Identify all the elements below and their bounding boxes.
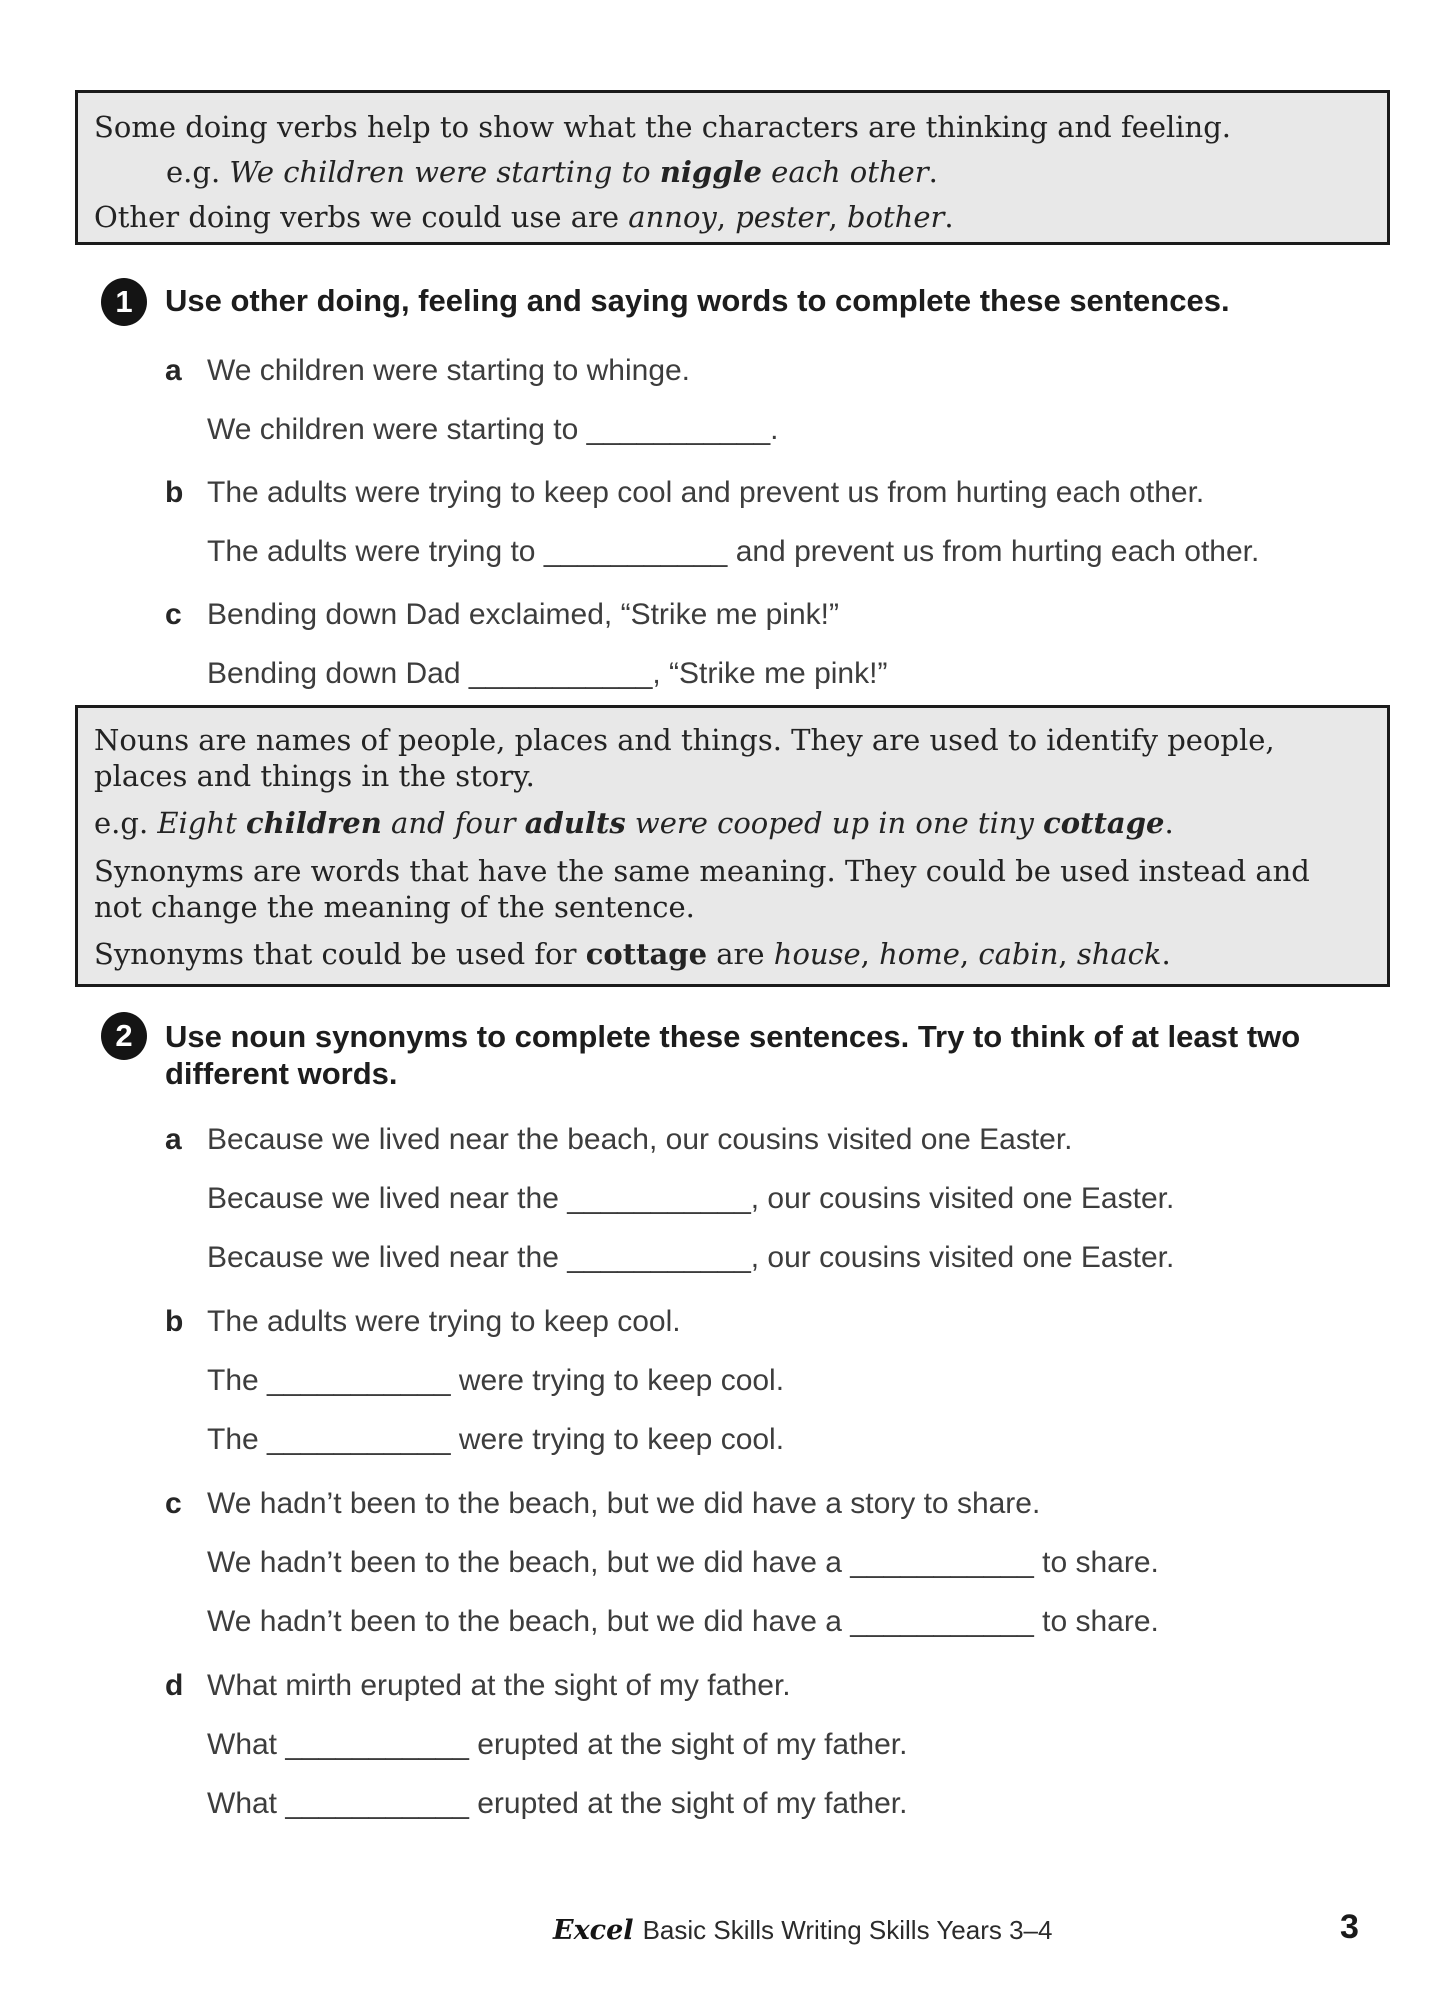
question-1-header [75,276,1259,326]
sentence-text: The ___________ were trying to keep cool. [207,1363,785,1397]
page-number: 3 [1340,1908,1359,1946]
footer-brand: Excel [553,1915,634,1946]
question-2-header [75,1010,1300,1092]
item-letter: c [165,597,182,631]
sentence-text: Because we lived near the ___________, our cousins visited one Easter. [207,1240,1175,1274]
worksheet-line [165,1656,1300,1715]
question-item-a [165,1110,1300,1287]
worksheet-line [165,1592,1300,1651]
worksheet-line [165,1410,1300,1469]
sentence-text: The adults were trying to ___________ and prevent us from hurting each other. [207,534,1260,568]
info-box-line: Synonyms are words that have the same meaning. They could be used instead and [94,854,1310,888]
info-box-doing-verbs [75,90,1390,245]
sentence-text: What mirth erupted at the sight of my father. [207,1668,791,1702]
info-box-line: not change the meaning of the sentence. [94,890,695,924]
worksheet-line [165,1110,1300,1169]
worksheet-line [165,1774,1300,1833]
info-box-line: Synonyms that could be used for cottage are house, home, cabin, shack. [94,937,1171,971]
worksheet-line [165,1533,1300,1592]
sentence-text: We hadn’t been to the beach, but we did have a story to share. [207,1486,1041,1520]
question-item-a [165,341,1259,459]
question-prompt-line: different words. [165,1056,398,1091]
question-prompt-line: Use noun synonyms to complete these sentences. Try to think of at least two [165,1019,1301,1054]
sentence-text: Because we lived near the beach, our cousins visited one Easter. [207,1122,1073,1156]
worksheet-line [165,463,1259,522]
item-letter: b [165,1304,184,1338]
worksheet-line [165,341,1259,400]
question-2-prompt [165,1010,1300,1092]
sentence-text: We hadn’t been to the beach, but we did have a ___________ to share. [207,1604,1159,1638]
info-box-line: Other doing verbs we could use are annoy, pester, bother. [94,200,954,234]
item-letter: b [165,475,184,509]
item-letter: d [165,1668,184,1702]
item-letter: c [165,1486,182,1520]
question-2-number: 2 [115,1018,133,1053]
worksheet-line [165,1228,1300,1287]
sentence-text: The adults were trying to keep cool. [207,1304,681,1338]
worksheet-line [165,400,1259,459]
question-prompt-line: Use other doing, feeling and saying words to complete these sentences. [165,283,1230,318]
worksheet-line [165,1474,1300,1533]
footer-series-title: Basic Skills Writing Skills Years 3–4 [642,1915,1053,1945]
info-box-line: Nouns are names of people, places and things. They are used to identify people, [94,723,1275,757]
sentence-text: The adults were trying to keep cool and prevent us from hurting each other. [207,475,1205,509]
item-letter: a [165,1122,182,1156]
sentence-text: The ___________ were trying to keep cool. [207,1422,785,1456]
worksheet-line [165,644,1259,703]
question-item-b [165,1292,1300,1469]
info-box-line: places and things in the story. [94,759,535,793]
sentence-text: What ___________ erupted at the sight of my father. [207,1786,908,1820]
sentence-text: Bending down Dad exclaimed, “Strike me pink!” [207,597,839,631]
question-2-items [165,1110,1300,1833]
worksheet-line [165,1351,1300,1410]
info-box-line: e.g. Eight children and four adults were cooped up in one tiny cottage. [94,806,1174,840]
info-box-line: e.g. We children were starting to niggle each other. [166,155,938,189]
worksheet-line [165,522,1259,581]
question-item-c [165,1474,1300,1651]
item-letter: a [165,353,182,387]
question-1-items [165,341,1259,703]
worksheet-line [165,1292,1300,1351]
worksheet-line [165,1715,1300,1774]
footer [553,1915,1052,1946]
question-item-d [165,1656,1300,1833]
question-1-number: 1 [115,284,133,319]
question-item-c [165,585,1259,703]
info-box-nouns-synonyms [75,705,1390,987]
question-1-prompt [165,276,1230,319]
question-item-b [165,463,1259,581]
question-2-number-badge [101,1012,147,1060]
question-2 [75,1010,1300,1838]
sentence-text: We children were starting to ___________. [207,412,779,446]
sentence-text: We hadn’t been to the beach, but we did have a ___________ to share. [207,1545,1159,1579]
worksheet-line [165,1169,1300,1228]
sentence-text: Because we lived near the ___________, our cousins visited one Easter. [207,1181,1175,1215]
question-1 [75,276,1259,707]
question-1-number-badge [101,278,147,326]
info-box-line: Some doing verbs help to show what the characters are thinking and feeling. [94,110,1232,144]
sentence-text: What ___________ erupted at the sight of my father. [207,1727,908,1761]
sentence-text: We children were starting to whinge. [207,353,691,387]
sentence-text: Bending down Dad ___________, “Strike me pink!” [207,656,888,690]
worksheet-line [165,585,1259,644]
